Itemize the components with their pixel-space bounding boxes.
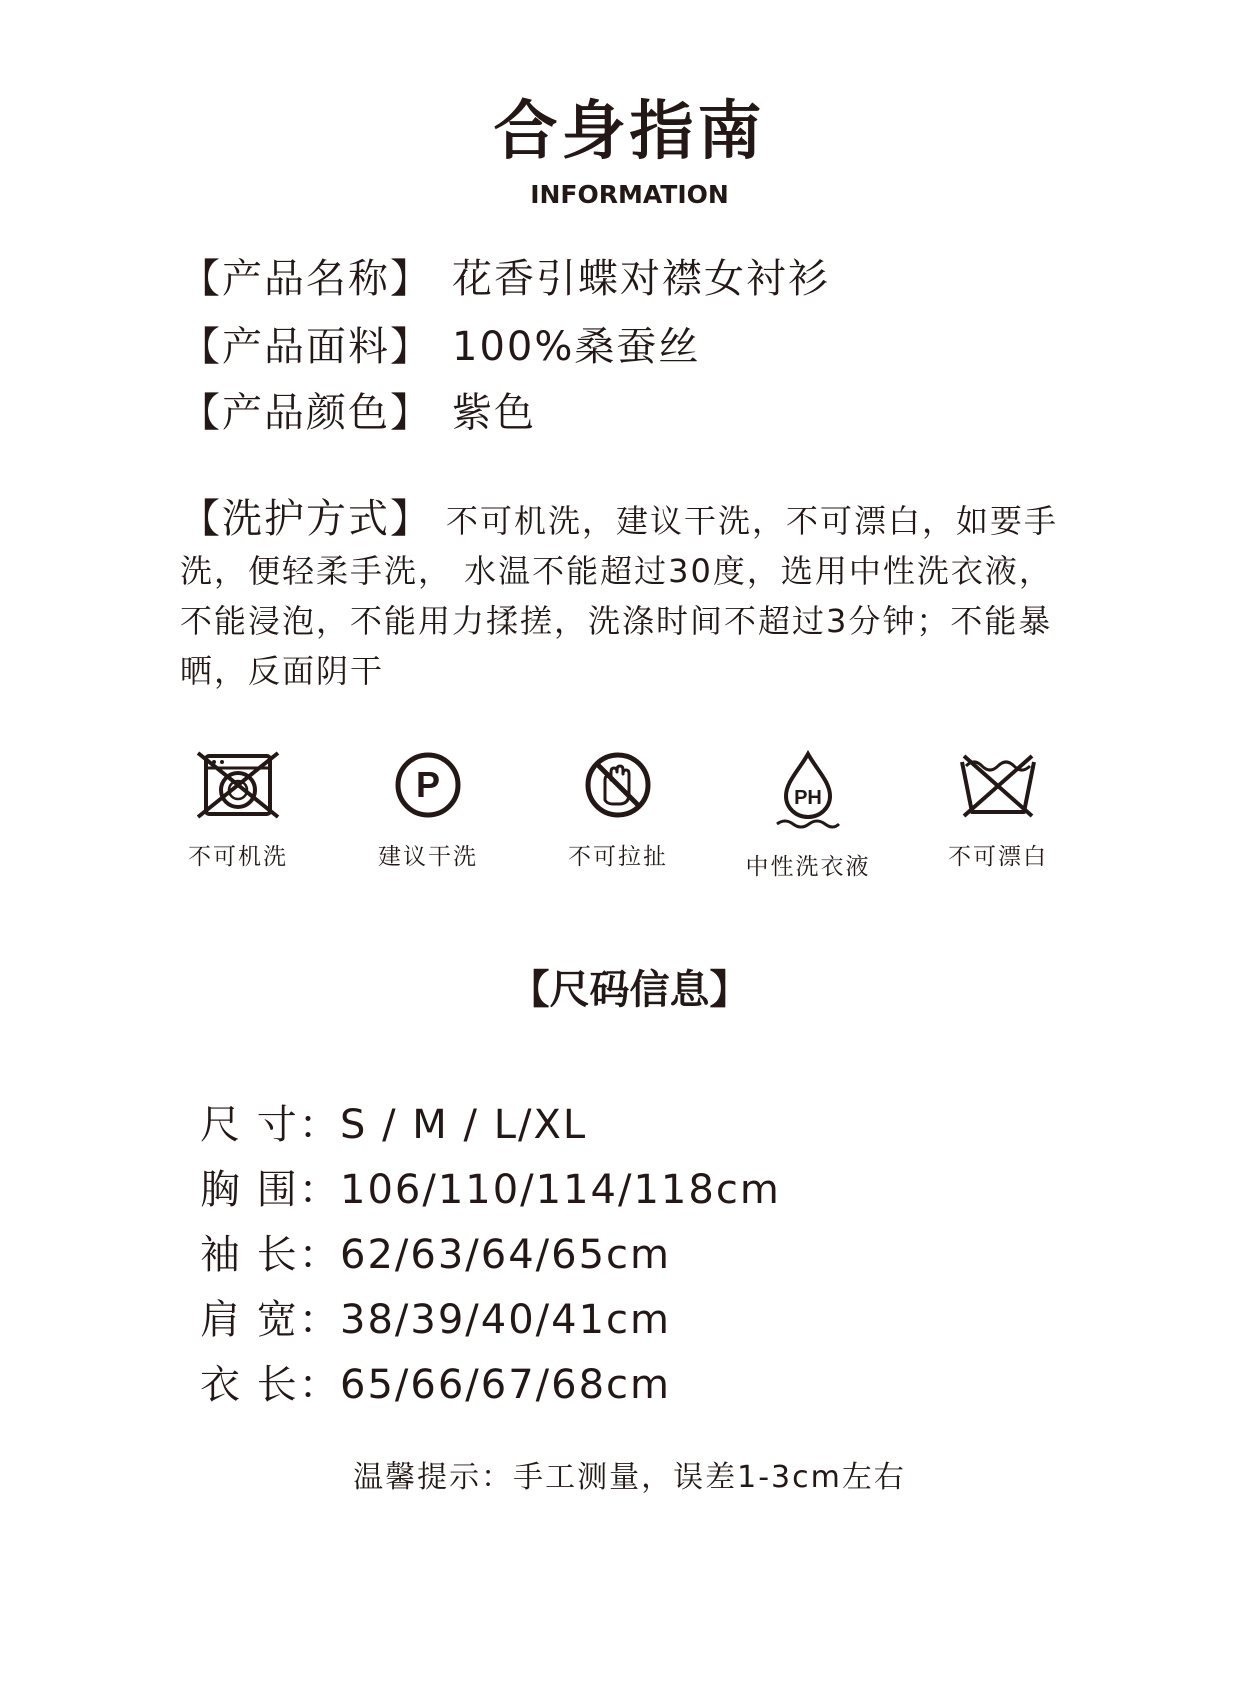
chest-row [200,1165,781,1215]
care-icon-no-machine-wash [163,750,313,872]
care-value: 不可机洗，建议干洗，不可漂白，如要手洗，便轻柔手洗， 水温不能超过30度，选用中性洗衣液，不能浸泡，不能用力揉搓，洗涤时间不超过3分钟；不能暴晒，反面阴干 [180,502,1059,690]
care-icon-no-bleach [923,750,1073,872]
product-name-label: 【产品名称】 [180,256,432,302]
chest-row-value: 106/110/114/118cm [340,1167,781,1213]
care-icon-label: 不可机洗 [188,844,288,870]
dry-clean-icon [393,750,463,820]
care-icon-neutral-detergent [733,750,883,882]
product-color-row [180,388,536,438]
sleeve-row-label: 袖 长： [200,1232,341,1278]
no-machine-wash-icon [196,750,280,820]
product-fabric-label: 【产品面料】 [180,324,432,370]
product-name-row [180,254,830,304]
size-row-label: 尺 寸： [200,1102,341,1148]
care-instructions [180,494,1080,696]
no-bleach-icon [958,750,1038,820]
size-row-value: S / M / L/XL [340,1102,588,1148]
length-row-label: 衣 长： [200,1362,341,1408]
care-label: 【洗护方式】 [180,496,432,542]
measurement-tip: 温馨提示：手工测量，误差1-3cm左右 [353,1460,906,1495]
shoulder-row-value: 38/39/40/41cm [340,1297,671,1343]
page-title: 合身指南 [493,95,766,169]
care-icon-label: 建议干洗 [378,844,478,870]
care-icon-no-pull [543,750,693,872]
size-row [200,1100,587,1150]
shoulder-row-label: 肩 宽： [200,1297,341,1343]
no-pull-icon [583,750,653,820]
sleeve-row [200,1230,671,1280]
product-color-value: 紫色 [452,390,536,436]
svg-text:PH: PH [794,787,822,809]
size-info-heading: 【尺码信息】 [509,967,750,1013]
care-icon-label: 中性洗衣液 [745,854,871,880]
product-color-label: 【产品颜色】 [180,390,432,436]
length-row [200,1360,671,1410]
chest-row-label: 胸 围： [200,1167,341,1213]
care-icon-label: 不可拉扯 [568,844,668,870]
care-icon-dry-clean [353,750,503,872]
length-row-value: 65/66/67/68cm [340,1362,671,1408]
care-icon-label: 不可漂白 [948,844,1048,870]
sleeve-row-value: 62/63/64/65cm [340,1232,671,1278]
svg-text:P: P [415,764,441,805]
shoulder-row [200,1295,671,1345]
neutral-detergent-icon [773,750,843,830]
product-fabric-row [180,322,700,372]
page-subtitle: INFORMATION [530,180,729,209]
product-name-value: 花香引蝶对襟女衬衫 [452,256,830,302]
product-fabric-value: 100%桑蚕丝 [452,324,701,370]
